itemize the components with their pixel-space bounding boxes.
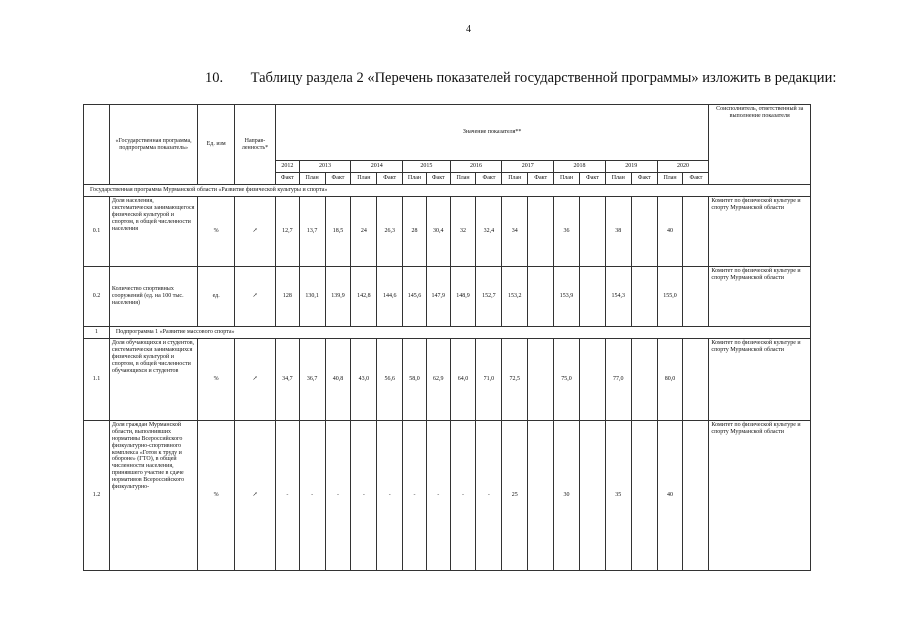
value-cell: 80,0 [657, 339, 683, 421]
fact-label: Факт [528, 173, 554, 185]
value-cell [631, 267, 657, 327]
value-cell: 62,9 [426, 339, 450, 421]
table-row [84, 421, 811, 571]
heading-text: Таблицу раздела 2 «Перечень показателей государственной программы» изложить в редакции: [250, 70, 837, 86]
value-cell: 24 [351, 197, 377, 267]
value-cell: 36 [554, 197, 580, 267]
header-values: Значение показателя** [275, 105, 708, 161]
value-cell: 32 [450, 197, 476, 267]
fact-label: Факт [426, 173, 450, 185]
plan-label: План [605, 173, 631, 185]
fact-label: Факт [476, 173, 502, 185]
row-number: 0.1 [84, 197, 110, 267]
value-cell: - [275, 421, 299, 571]
header-unit: Ед. изм [198, 105, 235, 185]
value-cell: - [299, 421, 325, 571]
page-number: 4 [466, 24, 471, 35]
fact-label: Факт [275, 173, 299, 185]
responsible-cell: Комитет по физической культуре и спорту Мурманской области [709, 421, 811, 571]
value-cell: 72,5 [502, 339, 528, 421]
value-cell: 18,5 [325, 197, 351, 267]
unit-cell: % [198, 339, 235, 421]
value-cell: 25 [502, 421, 528, 571]
fact-label: Факт [579, 173, 605, 185]
plan-label: План [450, 173, 476, 185]
plan-label: План [502, 173, 528, 185]
value-cell: - [325, 421, 351, 571]
value-cell: 36,7 [299, 339, 325, 421]
value-cell: 153,9 [554, 267, 580, 327]
value-cell: 75,0 [554, 339, 580, 421]
year-cell: 2018 [554, 161, 606, 173]
responsible-cell: Комитет по физической культуре и спорту Мурманской области [709, 197, 811, 267]
value-cell: 30,4 [426, 197, 450, 267]
unit-cell: % [198, 197, 235, 267]
header-responsible: Соисполнитель, ответственный за выполнение показателя [709, 105, 811, 185]
value-cell: 32,4 [476, 197, 502, 267]
fact-label: Факт [377, 173, 403, 185]
indicator-name: Доля граждан Мурманской области, выполнивших нормативы Всероссийского физкультурно-спортивного комплекса «Готов к труду и обороне» (ГТО), в общей численности населения, принявшего участие в сдаче нормативов Всероссийского физкультурно- [109, 421, 197, 571]
value-cell: 12,7 [275, 197, 299, 267]
value-cell: 58,0 [403, 339, 427, 421]
year-cell: 2015 [403, 161, 450, 173]
table-row [84, 339, 811, 421]
year-cell: 2016 [450, 161, 502, 173]
indicator-name: Доля населения, систематически занимающегося физической культурой и спортом, в общей численности населения [109, 197, 197, 267]
value-cell: - [351, 421, 377, 571]
value-cell: 13,7 [299, 197, 325, 267]
value-cell: 154,3 [605, 267, 631, 327]
value-cell [683, 339, 709, 421]
value-cell: - [403, 421, 427, 571]
direction-cell: ↗ [234, 421, 275, 571]
value-cell [528, 339, 554, 421]
value-cell: 34,7 [275, 339, 299, 421]
value-cell [631, 339, 657, 421]
row-number: 0.2 [84, 267, 110, 327]
plan-label: План [403, 173, 427, 185]
value-cell [579, 339, 605, 421]
subprogram-title: Подпрограмма 1 «Развитие массового спорта» [109, 327, 810, 339]
value-cell: 144,6 [377, 267, 403, 327]
plan-label: План [299, 173, 325, 185]
year-cell: 2019 [605, 161, 657, 173]
value-cell: 43,0 [351, 339, 377, 421]
value-cell: - [476, 421, 502, 571]
value-cell: 153,2 [502, 267, 528, 327]
value-cell: 77,0 [605, 339, 631, 421]
value-cell: 152,7 [476, 267, 502, 327]
value-cell: 147,9 [426, 267, 450, 327]
fact-label: Факт [683, 173, 709, 185]
direction-cell: ↗ [234, 339, 275, 421]
value-cell: 35 [605, 421, 631, 571]
header-row [84, 105, 811, 161]
year-cell: 2014 [351, 161, 403, 173]
value-cell: 64,0 [450, 339, 476, 421]
value-cell: 56,6 [377, 339, 403, 421]
value-cell: 155,0 [657, 267, 683, 327]
year-cell: 2020 [657, 161, 709, 173]
value-cell [683, 421, 709, 571]
value-cell: 148,9 [450, 267, 476, 327]
value-cell: 130,1 [299, 267, 325, 327]
fact-label: Факт [631, 173, 657, 185]
table-row [84, 267, 811, 327]
plan-label: План [554, 173, 580, 185]
subprogram-number: 1 [84, 327, 110, 339]
indicator-name: Доля обучающихся и студентов, систематически занимающихся физической культурой и спортом, в общей численности обучающихся и студентов [109, 339, 197, 421]
responsible-cell: Комитет по физической культуре и спорту Мурманской области [709, 267, 811, 327]
value-cell [683, 197, 709, 267]
direction-cell: ↗ [234, 197, 275, 267]
value-cell: 142,8 [351, 267, 377, 327]
fact-label: Факт [325, 173, 351, 185]
value-cell: - [426, 421, 450, 571]
value-cell [579, 267, 605, 327]
value-cell [631, 197, 657, 267]
year-cell: 2013 [299, 161, 351, 173]
value-cell [528, 197, 554, 267]
value-cell: - [450, 421, 476, 571]
indicators-table [83, 104, 811, 571]
header-empty [84, 105, 110, 185]
plan-label: План [351, 173, 377, 185]
value-cell [579, 421, 605, 571]
indicator-name: Количество спортивных сооружений (ед. на 100 тыс. населения) [109, 267, 197, 327]
row-number: 1.2 [84, 421, 110, 571]
header-name: «Государственная программа, подпрограмма показатель» [109, 105, 197, 185]
value-cell: 128 [275, 267, 299, 327]
year-cell: 2017 [502, 161, 554, 173]
value-cell: 28 [403, 197, 427, 267]
section-heading [205, 70, 836, 87]
value-cell: - [377, 421, 403, 571]
program-row [84, 185, 811, 197]
header-direction: Направ-ленность* [234, 105, 275, 185]
value-cell: 26,3 [377, 197, 403, 267]
value-cell [579, 197, 605, 267]
value-cell: 34 [502, 197, 528, 267]
value-cell: 139,9 [325, 267, 351, 327]
value-cell: 40 [657, 197, 683, 267]
value-cell [528, 421, 554, 571]
value-cell [683, 267, 709, 327]
value-cell: 30 [554, 421, 580, 571]
unit-cell: ед. [198, 267, 235, 327]
value-cell: 145,6 [403, 267, 427, 327]
row-number: 1.1 [84, 339, 110, 421]
value-cell [528, 267, 554, 327]
program-title: Государственная программа Мурманской области «Развитие физической культуры и спорта» [84, 185, 811, 197]
table-row [84, 197, 811, 267]
subprogram-row [84, 327, 811, 339]
value-cell [631, 421, 657, 571]
unit-cell: % [198, 421, 235, 571]
heading-number: 10. [205, 70, 224, 86]
responsible-cell: Комитет по физической культуре и спорту Мурманской области [709, 339, 811, 421]
year-cell: 2012 [275, 161, 299, 173]
value-cell: 40,8 [325, 339, 351, 421]
value-cell: 71,0 [476, 339, 502, 421]
plan-label: План [657, 173, 683, 185]
value-cell: 38 [605, 197, 631, 267]
direction-cell: ↗ [234, 267, 275, 327]
value-cell: 40 [657, 421, 683, 571]
